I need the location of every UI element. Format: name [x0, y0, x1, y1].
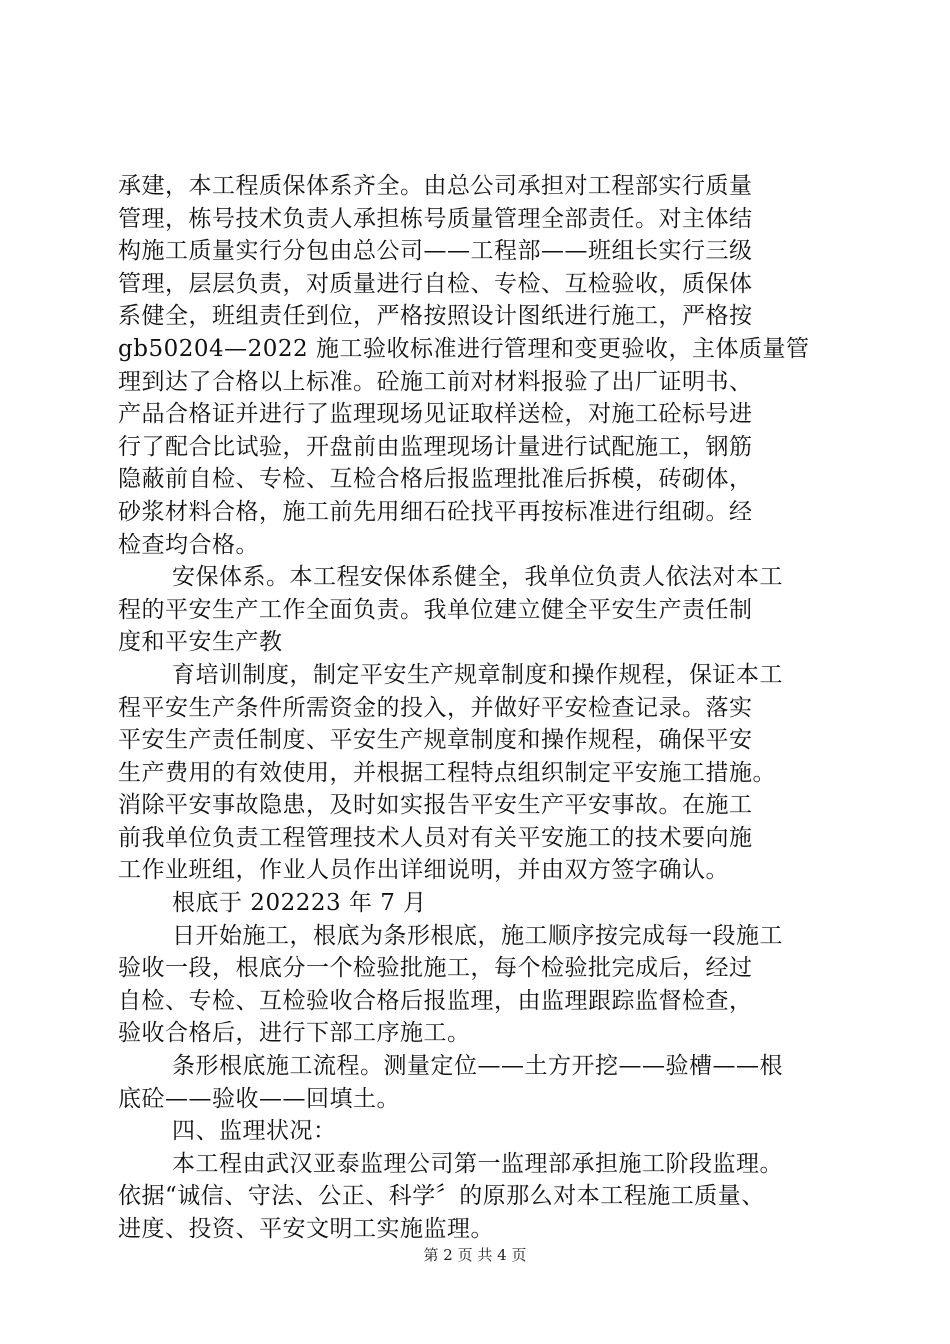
text-line: 程平安生产条件所需资金的投入，并做好平安检查记录。落实 — [118, 694, 753, 721]
text-line: 管理，栋号技术负责人承担栋号质量管理全部责任。对主体结 — [118, 205, 753, 232]
text-line: 程的平安生产工作全面负责。我单位建立健全平安生产责任制 — [118, 596, 753, 623]
text-line: 依据“诚信、守法、公正、科学〞的原那么对本工程施工质量、 — [118, 1183, 765, 1210]
text-line: 进度、投资、平安文明工实施监理。 — [118, 1216, 494, 1242]
text-line: 行了配合比试验，开盘前由监理现场计量进行试配施工，钢筋 — [118, 433, 753, 460]
text-line: 四、监理状况： — [172, 1118, 337, 1145]
text-line: 本工程由武汉亚泰监理公司第一监理部承担施工阶段监理。 — [172, 1150, 783, 1177]
text-line: 日开始施工，根底为条形根底，施工顺序按完成每一段施工 — [172, 922, 783, 949]
page-number-footer: 第 2 页 共 4 页 — [423, 1246, 527, 1264]
text-line: 隐蔽前自检、专检、互检合格后报监理批准后拆模，砖砌体， — [118, 466, 753, 493]
document-body — [118, 170, 838, 1246]
text-line: 底砼——验收——回填土。 — [118, 1085, 400, 1112]
text-line: 承建，本工程质保体系齐全。由总公司承担对工程部实行质量 — [118, 173, 753, 199]
text-line: 产品合格证并进行了监理现场见证取样送检，对施工砼标号进 — [118, 401, 753, 428]
text-line: 生产费用的有效使用，并根据工程特点组织制定平安施工措施。 — [118, 759, 776, 786]
text-line: 自检、专检、互检验收合格后报监理，由监理跟踪监督检查， — [118, 987, 753, 1014]
text-line: 理到达了合格以上标准。砼施工前对材料报验了出厂证明书、 — [118, 368, 753, 395]
text-line: 验收合格后，进行下部工序施工。 — [118, 1020, 471, 1047]
text-line: 根底于 202223 年 7 月 — [172, 890, 427, 917]
text-line: 管理，层层负责，对质量进行自检、专检、互检验收，质保体 — [118, 270, 753, 297]
text-line: 前我单位负责工程管理技术人员对有关平安施工的技术要向施 — [118, 824, 753, 851]
text-line: 平安生产责任制度、平安生产规章制度和操作规程，确保平安 — [118, 727, 753, 754]
text-line: 度和平安生产教 — [118, 629, 283, 656]
text-line: 条形根底施工流程。测量定位——土方开挖——验槽——根 — [172, 1053, 783, 1080]
text-line: 安保体系。本工程安保体系健全，我单位负责人依法对本工 — [172, 564, 783, 591]
text-line: 验收一段，根底分一个检验批施工，每个检验批完成后，经过 — [118, 955, 753, 982]
text-line: gb50204—2022 施工验收标准进行管理和变更验收，主体质量管 — [118, 335, 810, 362]
text-line: 消除平安事故隐患，及时如实报告平安生产平安事故。在施工 — [118, 792, 753, 819]
text-line: 检查均合格。 — [118, 531, 259, 558]
text-line: 构施工质量实行分包由总公司——工程部——班组长实行三级 — [118, 238, 753, 265]
text-line: 砂浆材料合格，施工前先用细石砼找平再按标准进行组砌。经 — [118, 498, 753, 525]
text-line: 工作业班组，作业人员作出详细说明，并由双方签字确认。 — [118, 857, 729, 884]
text-line: 育培训制度，制定平安生产规章制度和操作规程，保证本工 — [172, 661, 783, 688]
text-line: 系健全，班组责任到位，严格按照设计图纸进行施工，严格按 — [118, 303, 753, 330]
